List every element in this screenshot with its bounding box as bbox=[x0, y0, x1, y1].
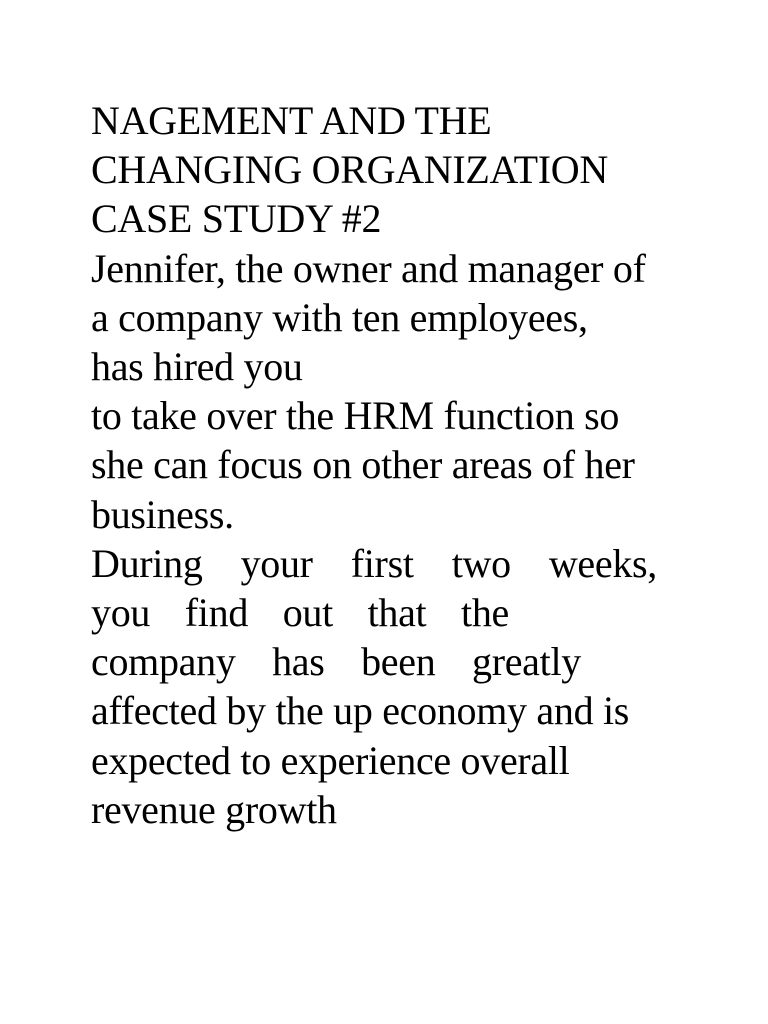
heading-line: CHANGING ORGANIZATION bbox=[91, 147, 608, 193]
word: you bbox=[91, 590, 151, 636]
word: the bbox=[461, 590, 509, 636]
paragraph-line: has hired you bbox=[91, 344, 303, 390]
word: has bbox=[272, 639, 325, 685]
paragraph-line: business. bbox=[91, 491, 234, 537]
word: two bbox=[451, 540, 511, 586]
word: greatly bbox=[472, 639, 581, 685]
word: first bbox=[350, 540, 414, 586]
heading-line: NAGEMENT AND THE bbox=[91, 98, 492, 143]
paragraph-line: Jennifer, the owner and manager of bbox=[91, 245, 646, 291]
word: weeks, bbox=[548, 540, 657, 586]
word: been bbox=[361, 639, 436, 685]
word: your bbox=[240, 540, 313, 586]
paragraph-line: expected to experience overall bbox=[91, 737, 570, 783]
paragraph-line: revenue growth bbox=[91, 786, 337, 832]
paragraph-line: to take over the HRM function so bbox=[91, 393, 620, 439]
heading-line: CASE STUDY #2 bbox=[91, 196, 382, 242]
word: that bbox=[367, 590, 427, 636]
paragraph-line: affected by the up economy and is bbox=[91, 688, 630, 734]
paragraph-line: she can focus on other areas of her bbox=[91, 442, 635, 488]
justified-line bbox=[91, 637, 581, 686]
word: company bbox=[91, 639, 236, 685]
word: out bbox=[282, 590, 333, 636]
word: During bbox=[91, 540, 203, 586]
justified-line bbox=[91, 588, 509, 637]
justified-line bbox=[91, 539, 657, 588]
document-body bbox=[91, 96, 671, 834]
word: find bbox=[184, 590, 249, 636]
paragraph-line: a company with ten employees, bbox=[91, 294, 588, 340]
